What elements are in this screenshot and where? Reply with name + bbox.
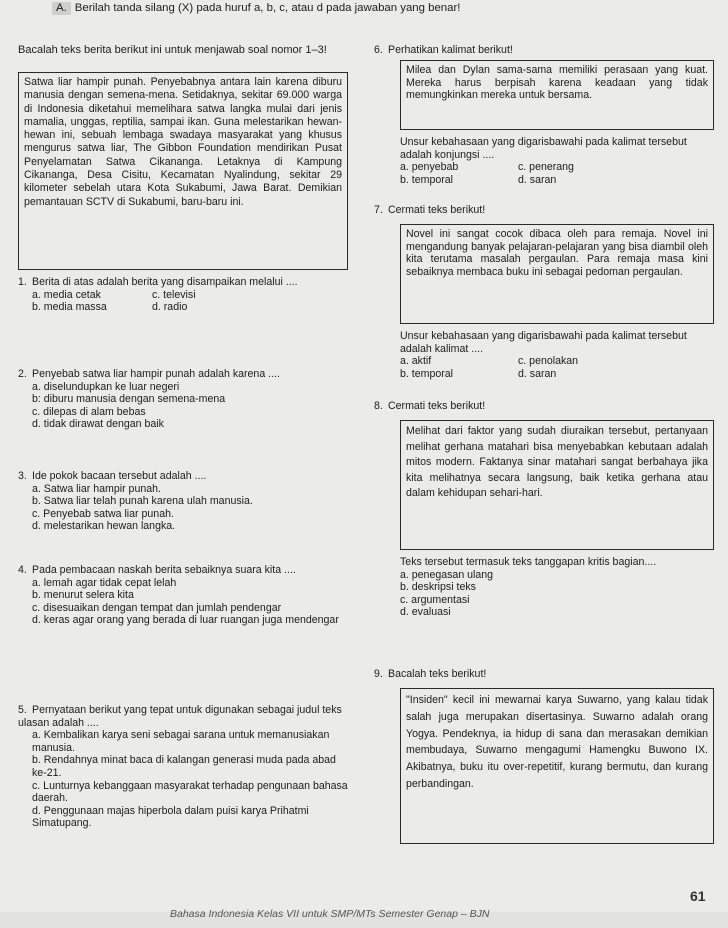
question-text: Teks tersebut termasuk teks tanggapan kritis bagian.... [400, 556, 657, 568]
question-8-body [400, 556, 714, 619]
option-d[interactable]: d. Penggunaan majas hiperbola dalam puisi karya Prihatmi Simatupang. [32, 804, 309, 830]
news-text-box [18, 72, 348, 270]
option-d[interactable]: d. saran [518, 173, 557, 186]
question-3 [18, 470, 348, 533]
option-b[interactable]: b. Rendahnya minat baca di kalangan generasi muda pada abad ke-21. [32, 754, 336, 779]
question-8 [374, 400, 714, 413]
question-number: 3. [18, 470, 27, 482]
page-number: 61 [690, 888, 706, 904]
question-stem: Cermati teks berikut! [388, 204, 486, 216]
question-number: 5. [18, 704, 27, 716]
instruction-text: Berilah tanda silang (X) pada huruf a, b, c, atau d pada jawaban yang benar! [74, 2, 461, 14]
question-stem: Ide pokok bacaan tersebut adalah .... [32, 470, 207, 482]
option-a[interactable]: a. penyebab [400, 161, 459, 174]
option-a[interactable]: a. Kembalikan karya seni sebagai sarana untuk memanusiakan manusia. [32, 729, 330, 754]
option-row [18, 289, 348, 302]
q6-sentence-box [400, 60, 714, 130]
q7-text-box [400, 224, 714, 324]
option-b[interactable]: b: diburu manusia dengan semena-mena [32, 393, 226, 406]
option-c[interactable]: c. Lunturnya kebanggaan masyarakat terhadap pengunaan bahasa daerah. [32, 779, 348, 805]
option-d[interactable]: d. tidak dirawat dengan baik [32, 418, 164, 431]
option-c[interactable]: c. penolakan [518, 355, 579, 368]
option-row [18, 301, 348, 314]
option-d[interactable]: d. keras agar orang yang berada di luar ruangan juga mendengar [32, 614, 339, 627]
instruction-header [52, 2, 460, 15]
option-row [400, 355, 714, 368]
option-c[interactable]: c. penerang [518, 161, 574, 174]
option-c[interactable]: c. televisi [152, 288, 196, 301]
option-d[interactable]: d. melestarikan hewan langka. [32, 520, 176, 533]
option-c[interactable]: c. disesuaikan dengan tempat dan jumlah pendengar [32, 601, 282, 614]
option-a[interactable]: a. aktif [400, 355, 432, 368]
question-9 [374, 668, 714, 681]
question-4 [18, 564, 348, 627]
option-b[interactable]: b. media massa [32, 301, 107, 314]
option-d[interactable]: d. radio [152, 301, 188, 314]
option-b[interactable]: b. deskripsi teks [400, 581, 476, 594]
question-number: 1. [18, 276, 27, 288]
option-a[interactable]: a. diselundupkan ke luar negeri [32, 380, 180, 393]
question-stem: Berita di atas adalah berita yang disampaikan melalui .... [32, 276, 298, 288]
option-a[interactable]: a. media cetak [32, 288, 101, 301]
option-b[interactable]: b. temporal [400, 367, 453, 380]
news-text: Satwa liar hampir punah. Penyebabnya antara lain karena diburu manusia dengan semena-mena. Setidaknya, sekitar 69.000 warga di Indonesia diketahui memelihara satwa langka mulai dari jenis mamalia, unggas, reptilia, sampai ikan. Guna melestarikan hewan-hewan ini, sebuah lembaga swadaya masyarakat yang khusus mengurus satwa liar, The Gibbon Foundation mendirikan Pusat Penyelamatan Satwa Cikananga. Letaknya di Kampung Cikananga, Desa Cisitu, Kecamatan Nyalindung, sekitar 29 kilometer sebelah utara Kota Sukabumi, Jawa Barat. Demikian pemantauan SCTV di Sukabumi, baru-baru ini. [24, 76, 342, 208]
option-row [400, 161, 714, 174]
option-a[interactable]: a. Satwa liar hampir punah. [32, 482, 161, 495]
option-row [400, 174, 714, 187]
section-letter: A. [52, 2, 71, 15]
option-a[interactable]: a. penegasan ulang [400, 568, 494, 581]
option-b[interactable]: b. menurut selera kita [32, 589, 134, 602]
q7-text: Novel ini sangat cocok dibaca oleh para remaja. Novel ini mengandung banyak pelajaran-pelajaran yang bisa diambil oleh kita terutama masalah pergaulan. Para remaja masa kini sebaiknya membaca buku ini sebagai pedoman pergaulan. [406, 228, 708, 278]
question-1 [18, 276, 348, 314]
q8-text-box [400, 420, 714, 550]
question-number: 4. [18, 564, 27, 576]
q9-text: "Insiden" kecil ini mewarnai karya Suwarno, yang kalau tidak salah juga merupakan disertasinya. Suwarno adalah orang Yogya. Pendeknya, ia hidup di sana dan merasakan demikian membudaya, Suwarno mengagumi Hamengku Buwono IX. Akibatnya, buku itu over-repetitif, kurang bermutu, dan kurang perbandingan. [406, 694, 708, 790]
question-text: Unsur kebahasaan yang digarisbawahi pada kalimat tersebut adalah kalimat .... [400, 330, 687, 355]
question-stem: Pernyataan berikut yang tepat untuk digunakan sebagai judul teks ulasan adalah .... [18, 704, 342, 729]
q6-sentence: Milea dan Dylan sama-sama memiliki perasaan yang kuat. Mereka harus berpisah karena keadaan yang tidak memungkinkan mereka untuk bersama. [406, 64, 708, 102]
question-text: Unsur kebahasaan yang digarisbawahi pada kalimat tersebut adalah konjungsi .... [400, 136, 687, 161]
option-b[interactable]: b. temporal [400, 173, 453, 186]
question-stem: Cermati teks berikut! [388, 400, 486, 412]
footer-text: Bahasa Indonesia Kelas VII untuk SMP/MTs Semester Genap – BJN [170, 908, 490, 920]
option-a[interactable]: a. lemah agar tidak cepat lelah [32, 576, 177, 589]
question-stem: Bacalah teks berikut! [388, 668, 487, 680]
question-2 [18, 368, 348, 431]
reading-instruction: Bacalah teks berita berikut ini untuk menjawab soal nomor 1–3! [18, 44, 327, 56]
option-c[interactable]: c. dilepas di alam bebas [32, 405, 146, 418]
option-row [400, 368, 714, 381]
question-6-body [400, 136, 714, 186]
option-d[interactable]: d. saran [518, 367, 557, 380]
question-6 [374, 44, 714, 57]
question-number: 6. [374, 44, 383, 56]
question-stem: Pada pembacaan naskah berita sebaiknya suara kita .... [32, 564, 296, 576]
question-number: 7. [374, 204, 383, 216]
question-5 [18, 704, 348, 830]
q8-text: Melihat dari faktor yang sudah diuraikan tersebut, pertanyaan melihat gerhana matahari bisa menyebabkan kebutaan adalah mitos modern. Faktanya sinar matahari sangat berbahaya jika kita melihatnya secara langsung, baik ketika gerhana atau dalam kehidupan sehari-hari. [406, 425, 708, 500]
q9-text-box [400, 688, 714, 844]
question-number: 2. [18, 368, 27, 380]
option-b[interactable]: b. Satwa liar telah punah karena ulah manusia. [32, 495, 253, 508]
question-7 [374, 204, 714, 217]
option-c[interactable]: c. Penyebab satwa liar punah. [32, 507, 174, 520]
question-7-body [400, 330, 714, 380]
question-stem: Penyebab satwa liar hampir punah adalah karena .... [32, 368, 280, 380]
question-stem: Perhatikan kalimat berikut! [388, 44, 513, 56]
option-d[interactable]: d. evaluasi [400, 606, 451, 619]
option-c[interactable]: c. argumentasi [400, 593, 470, 606]
question-number: 9. [374, 668, 383, 680]
question-number: 8. [374, 400, 383, 412]
